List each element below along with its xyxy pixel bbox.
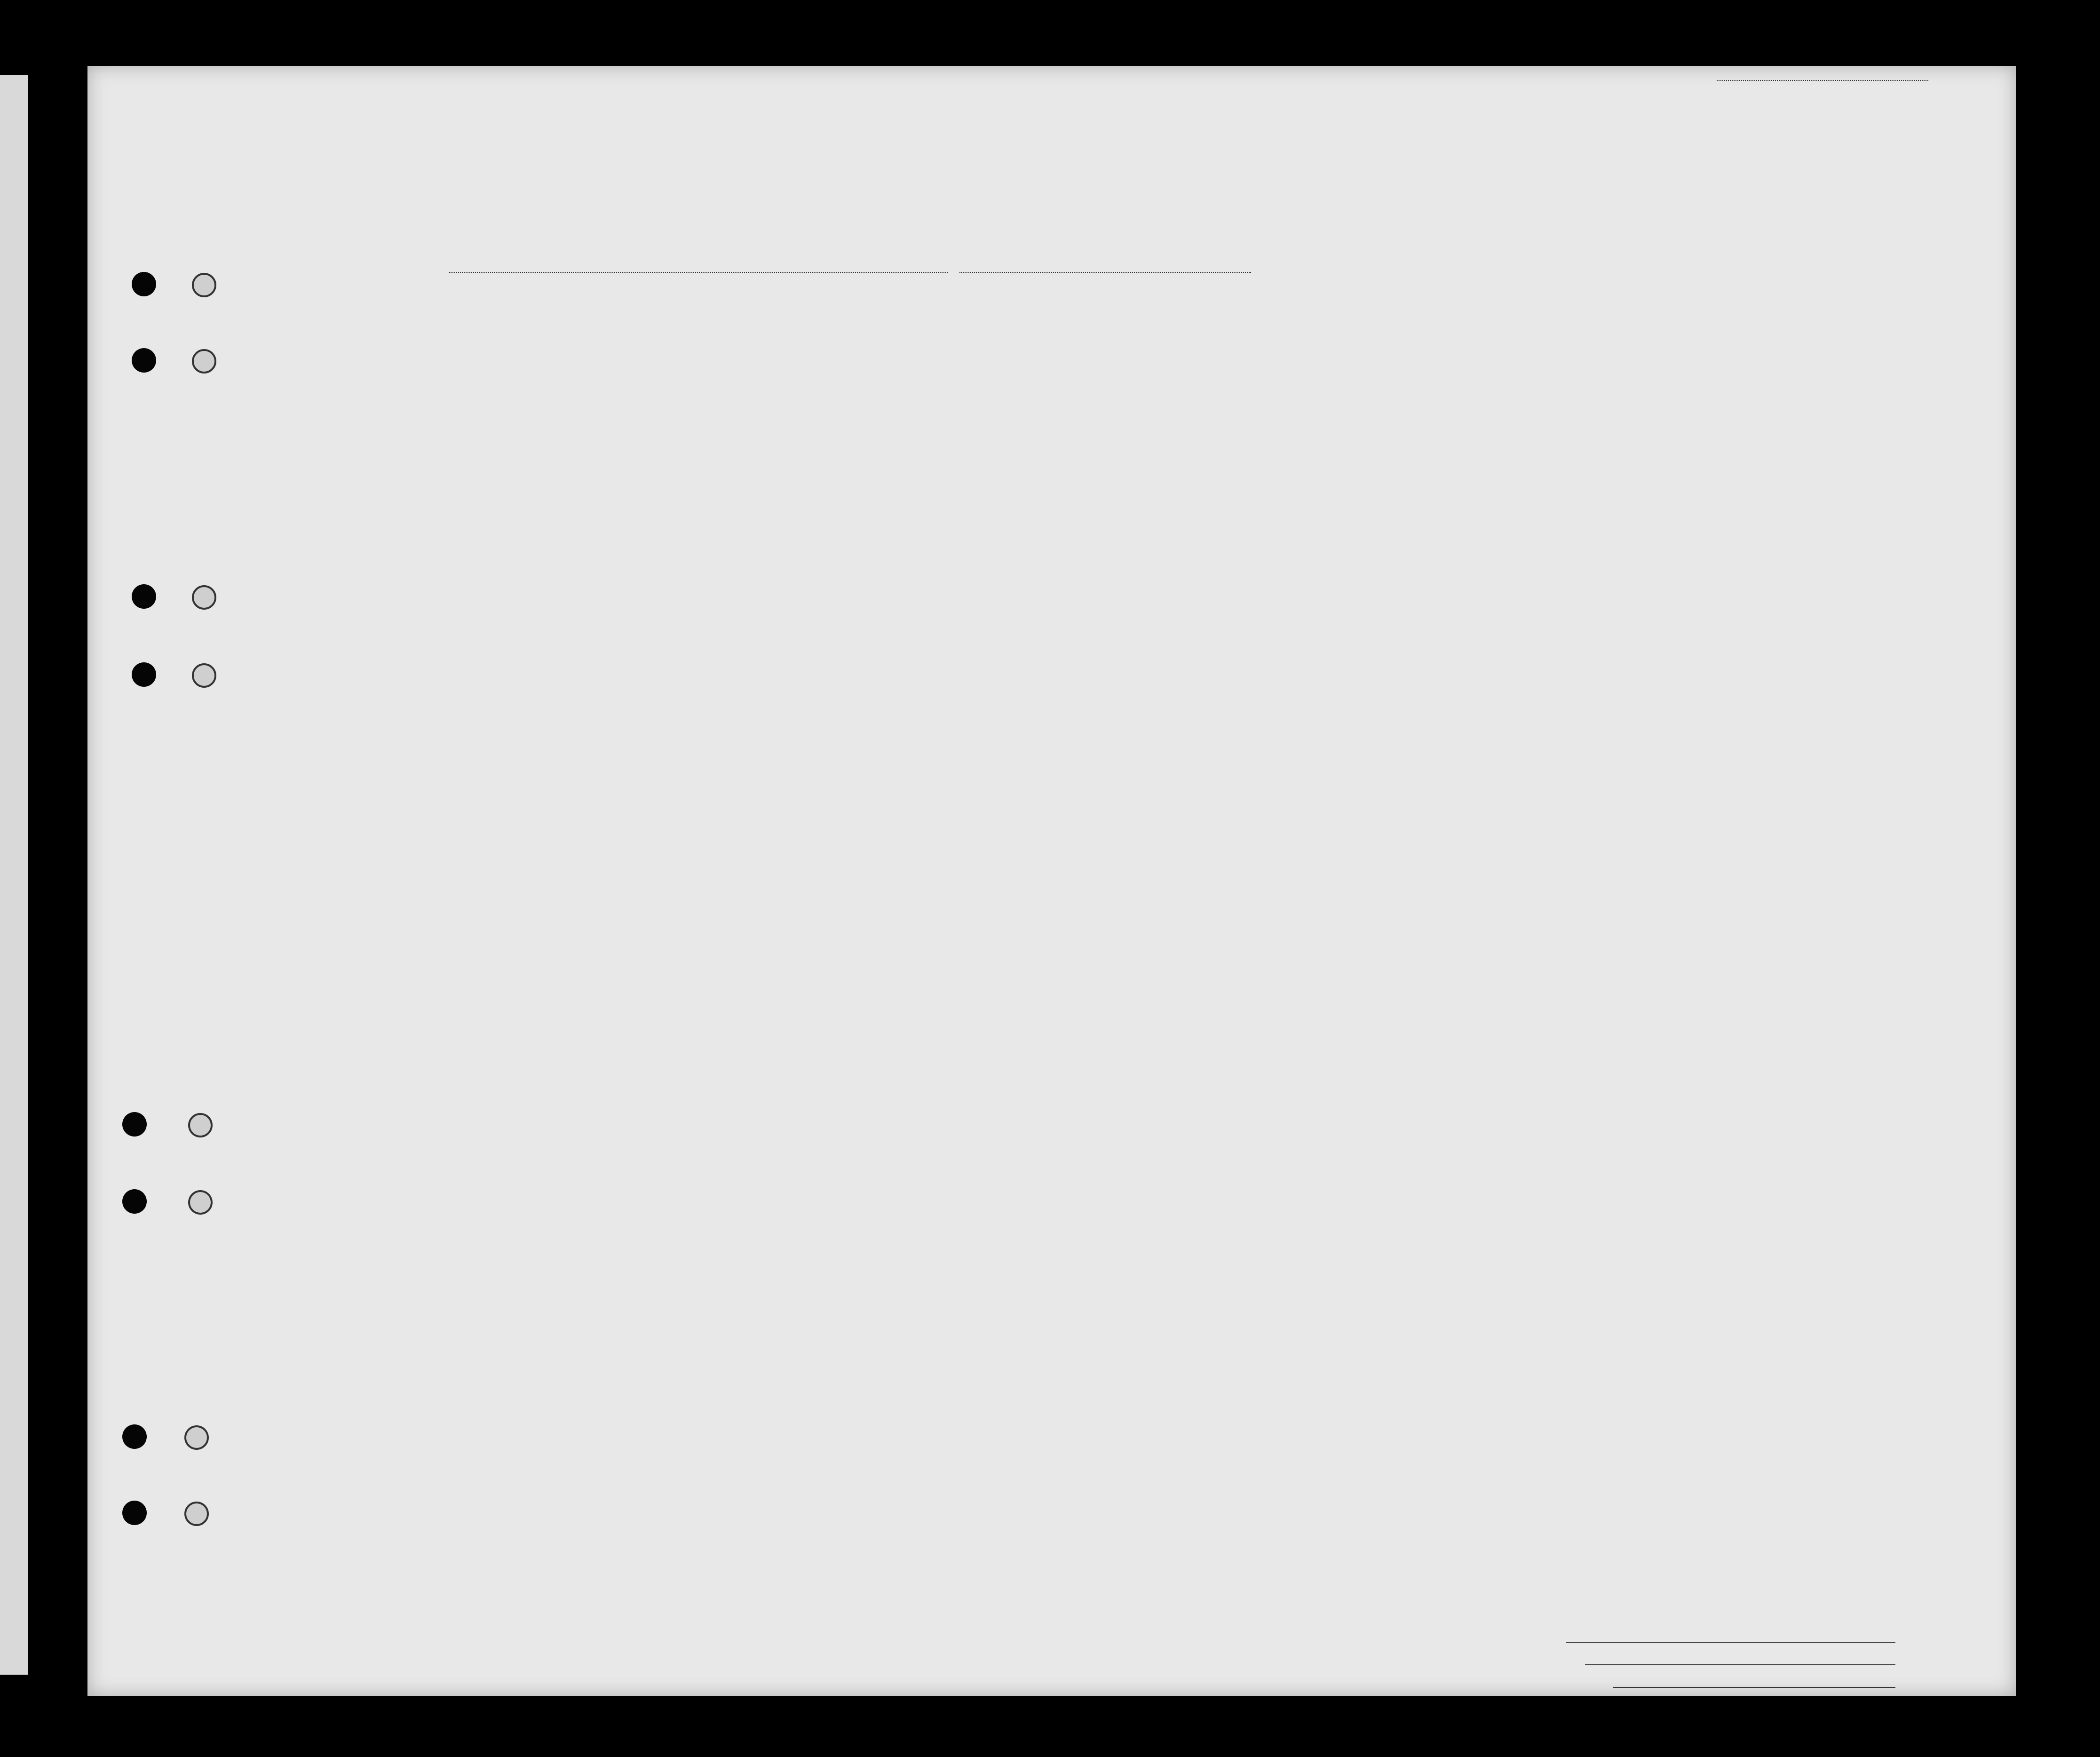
owners-rule [1585,1664,1895,1665]
local-agents-rule [1613,1687,1895,1688]
line-rule [1566,1642,1895,1643]
